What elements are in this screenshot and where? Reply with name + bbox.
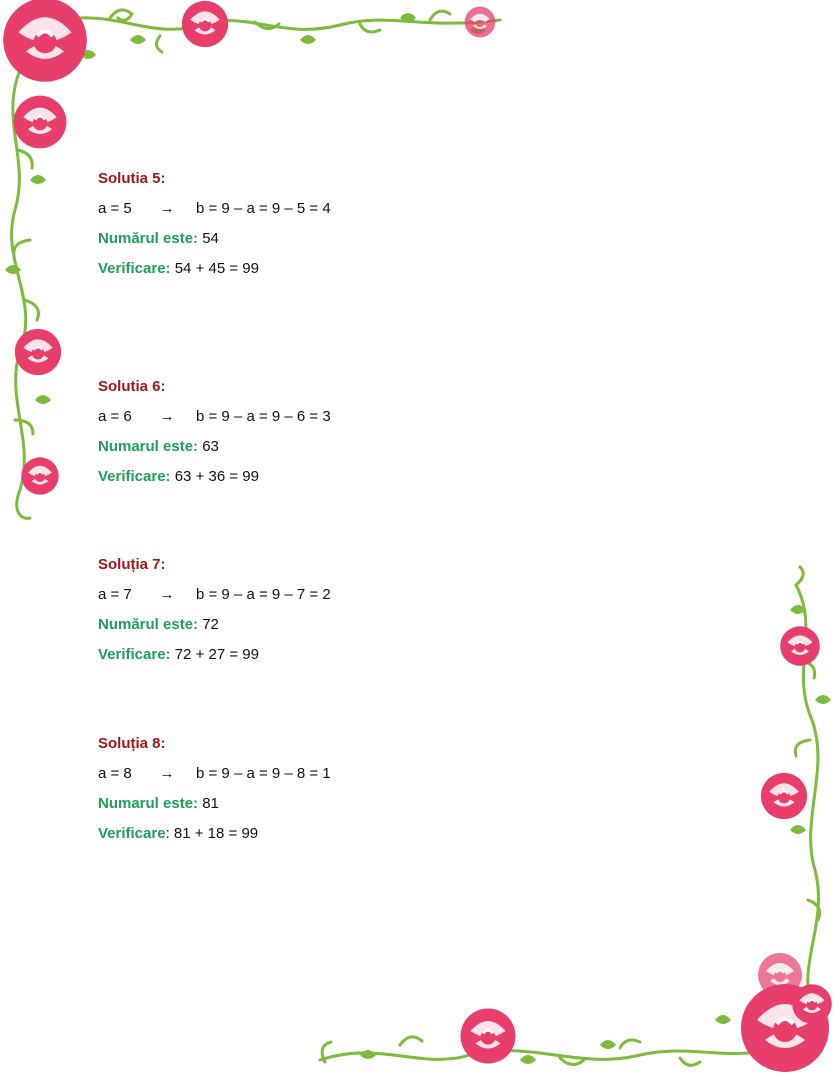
number-value: 54	[198, 230, 219, 247]
b-expression: b = 9 – a = 9 – 5 = 4	[196, 200, 331, 217]
solution-block	[98, 556, 331, 676]
b-expression: b = 9 – a = 9 – 7 = 2	[196, 586, 331, 603]
check-colon: :	[165, 825, 170, 842]
solution-block	[98, 735, 331, 855]
solution-title: Soluția 8:	[98, 735, 166, 752]
number-label: Numărul este:	[98, 230, 199, 247]
arrow-icon: →	[159, 200, 175, 217]
arrow-icon: →	[159, 765, 175, 782]
b-expression: b = 9 – a = 9 – 6 = 3	[196, 408, 331, 425]
bottom-right-leaves	[360, 605, 831, 1064]
solution-block	[98, 378, 331, 498]
arrow-icon: →	[159, 586, 175, 603]
check-label: Verificare:	[98, 468, 171, 485]
check-label: Verificare:	[98, 260, 171, 277]
a-expression: a = 8	[98, 765, 132, 782]
number-value: 81	[198, 795, 219, 812]
number-value: 72	[198, 616, 219, 633]
check-label: Verificare	[98, 825, 166, 842]
number-label: Numarul este:	[98, 795, 199, 812]
number-value: 63	[198, 438, 219, 455]
a-expression: a = 7	[98, 586, 132, 603]
a-expression: a = 6	[98, 408, 132, 425]
a-expression: a = 5	[98, 200, 132, 217]
solution-title: Solutia 6:	[98, 378, 166, 395]
check-label: Verificare:	[98, 646, 171, 663]
number-label: Numărul este:	[98, 616, 199, 633]
number-label: Numarul este:	[98, 438, 199, 455]
solution-block	[98, 170, 331, 290]
bottom-right-roses	[461, 626, 832, 1072]
bottom-right-vine	[320, 567, 820, 1065]
solution-title: Solutia 5:	[98, 170, 166, 187]
check-value: 54 + 45 = 99	[170, 260, 259, 277]
solution-title: Soluția 7:	[98, 556, 166, 573]
check-value: 72 + 27 = 99	[170, 646, 259, 663]
check-value: 81 + 18 = 99	[169, 825, 259, 842]
check-value: 63 + 36 = 99	[170, 468, 259, 485]
b-expression: b = 9 – a = 9 – 8 = 1	[196, 765, 331, 782]
arrow-icon: →	[159, 408, 175, 425]
